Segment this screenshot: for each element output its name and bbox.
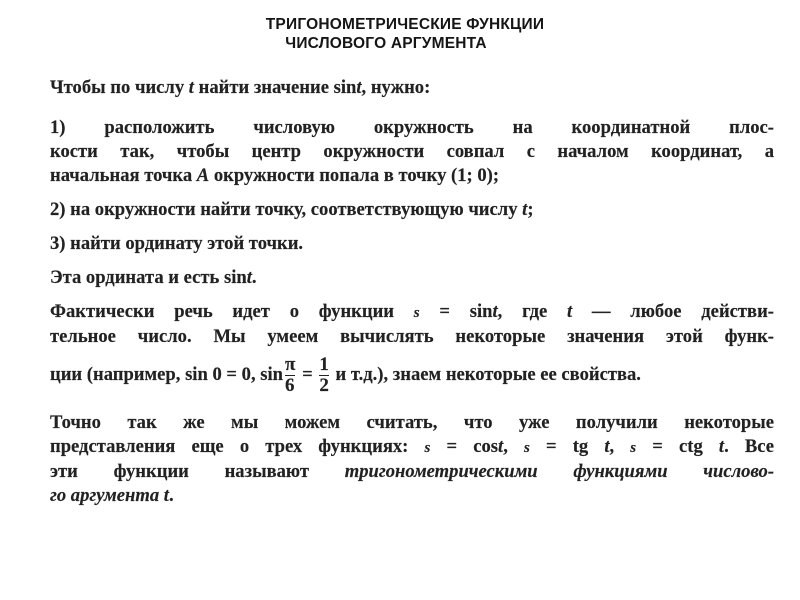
title-line-1: ТРИГОНОМЕТРИЧЕСКИЕ ФУНКЦИИ [265,16,545,33]
document-title [0,15,800,53]
final-line-2: представления еще о трех функциях: s = cost, s = tg t, s = ctg t. Все [50,436,774,457]
fact-line-1: Фактически речь идет о функции s = sint, где t — любое действи- [50,301,774,322]
step-1-line-3: начальная точка A окружности попала в точку (1; 0); [50,165,500,186]
step-2-paragraph: 2) на окружности найти точку, соответствующую числу t; [50,199,534,220]
one-half-fraction: $\frac{1}{2}$ [319,354,329,397]
document-body [50,76,774,508]
step-1-paragraph [50,116,774,188]
step-3-paragraph: 3) найти ординату этой точки. [50,233,304,254]
pi-over-six-fraction: $\frac{\pi}{6}$ [285,354,296,397]
fact-line-3: ции (например, sin 0 = 0, sin $\frac{\pi}{6}$ = $\frac{1}{2}$ и т.д.), знаем некоторые ее свойства. [50,354,641,397]
step-1-line-2: кости так, чтобы центр окружности совпал с началом координат, а [50,141,774,162]
final-line-1: Точно так же мы можем считать, что уже получили некоторые [50,412,774,433]
step-1-line-1: 1) расположить числовую окружность на координатной плос- [50,117,774,138]
title-line-2: ЧИСЛОВОГО АРГУМЕНТА [285,35,487,52]
final-line-3: эти функции называют тригонометрическими функциями числово- [50,461,775,482]
function-definition-paragraph [50,300,774,401]
fact-line-2: тельное число. Мы умеем вычислять некоторые значения этой функ- [50,326,774,347]
final-line-4: го аргумента t. [50,485,174,506]
intro-line: Чтобы по числу t найти значение sint, нужно: [50,77,431,98]
final-paragraph [50,411,774,508]
intro-paragraph [50,76,774,100]
conclusion-paragraph: Эта ордината и есть sint. [50,267,257,288]
